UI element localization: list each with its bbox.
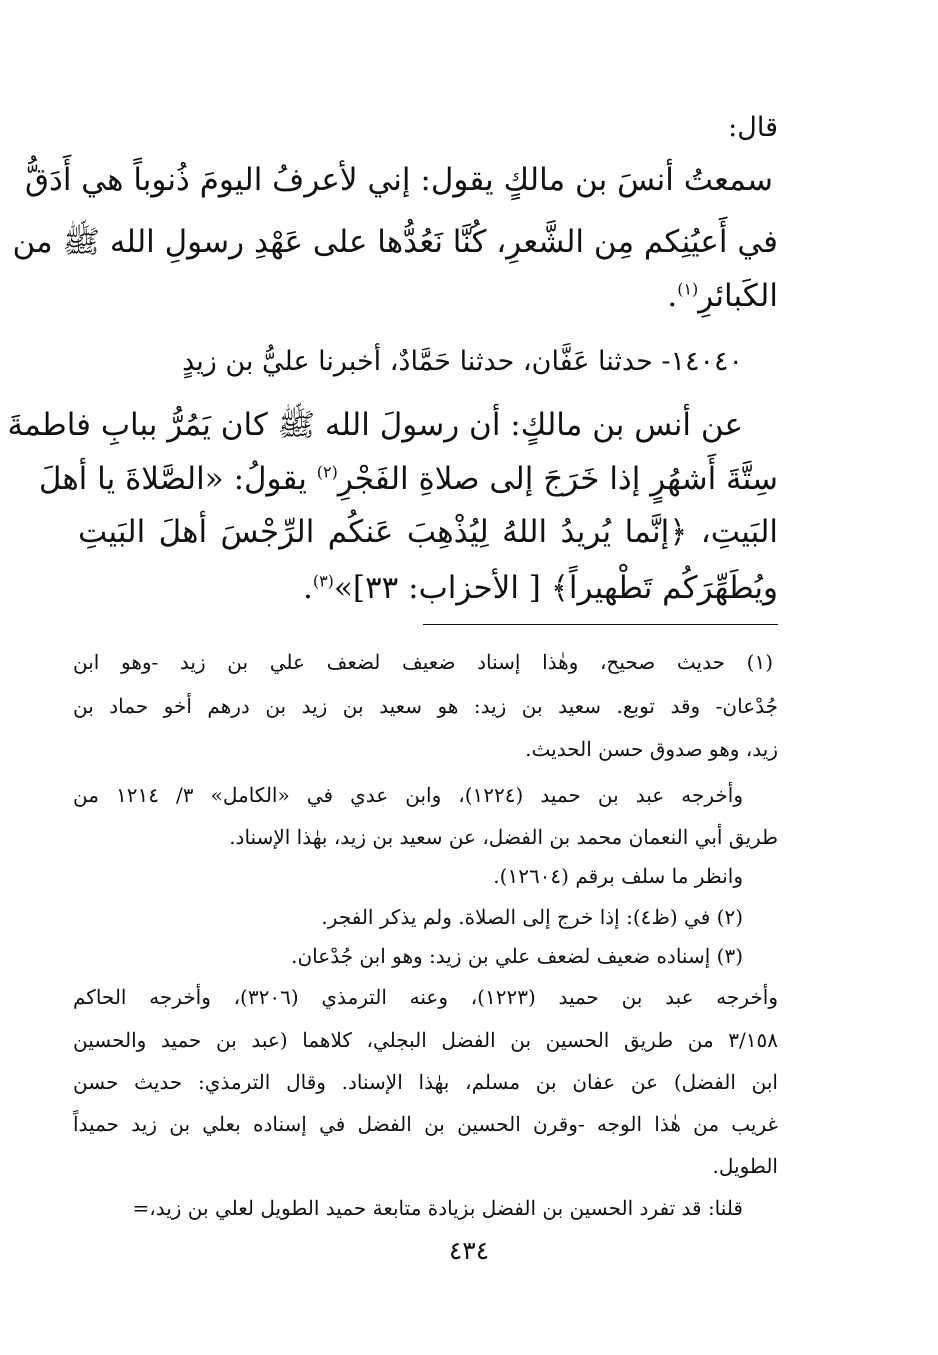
footnote-ref-1[interactable]: (١) [677, 279, 699, 299]
para1-line-2-text: في أَعيُنِكم مِن الشَّعرِ، كُنَّا نَعُدُّها على عَهْدِ رسولِ الله ﷺ من [12, 224, 778, 260]
footnote-line-text: (٢) في (ظ٤): إذا خرج إلى الصلاة. ولم يذكر الفجر. [321, 905, 743, 929]
para2-line-4-text: ويُطَهِّرَكُم تَطْهيراً﴾ [ الأحزاب: ٣٣]» [333, 570, 778, 606]
footnote-line-text: غريب من هٰذا الوجه -وقرن الحسين بن الفضل في إسناده بعلي بن زيد حميداً [73, 1112, 778, 1136]
footnote-separator [423, 624, 778, 625]
para2-line-4 [218, 568, 778, 608]
para1-line-1 [24, 160, 773, 200]
footnote-line-text: ٣/١٥٨ من طريق الحسين بن الفضل البجلي، كلاهما (عبد بن حميد والحسين [73, 1028, 778, 1052]
para2-line-4-end: . [302, 570, 313, 606]
hadith-heading-text: ١٤٠٤٠- حدثنا عَفَّان، حدثنا حَمَّادٌ، أخبرنا عليُّ بن زيدٍ [182, 346, 743, 377]
footnote-line-text: (١) حديث صحيح، وهٰذا إسناد ضعيف لضعف علي بن زيد -وهو ابن [73, 650, 773, 674]
para2-line-1 [7, 405, 743, 445]
footnote-line-text: (٣) إسناده ضعيف لضعف علي بن زيد: وهو ابن جُدْعان. [291, 944, 743, 968]
para2-line-1-text: عن أنس بن مالكٍ: أن رسولَ الله ﷺ كان يَمُرُّ ببابِ فاطمةَ [7, 407, 743, 443]
footnote-line [578, 1152, 778, 1180]
para2-line-3-text: البَيتِ، ﴿إنَّما يُريدُ اللهُ لِيُذْهِبَ عَنكُم الرِّجْسَ أهلَ البَيتِ [78, 514, 778, 550]
para1-line-3 [478, 276, 778, 316]
footnote-line [73, 781, 743, 809]
footnote-line [73, 1194, 743, 1222]
footnote-line-text: وأخرجه عبد بن حميد (١٢٢٤)، وابن عدي في «الكامل» ٣/ ١٢١٤ من [73, 783, 743, 807]
footnote-line [143, 942, 743, 970]
footnote-line [73, 983, 778, 1011]
footnote-ref-3[interactable]: (٣) [312, 571, 334, 591]
para1-line-3-text: الكَبائرِ [698, 278, 778, 314]
footnote-line [73, 1026, 778, 1054]
para1-line-2 [12, 222, 778, 262]
footnote-line-text: وانظر ما سلف برقم (١٢٦٠٤). [493, 864, 743, 888]
footnote-line-text: جُدْعان- وقد توبع. سعيد بن زيد: هو سعيد بن زيد بن درهم أخو حماد بن [73, 694, 778, 718]
footnote-line [343, 862, 743, 890]
para2-line-2-text: سِتَّةَ أَشهُرٍ إذا خَرَجَ إلى صلاةِ الفَجْرِ [337, 461, 778, 497]
footnote-line [73, 1110, 778, 1138]
footnote-line-text: ابن الفضل) عن عفان بن مسلم، بهٰذا الإسناد. وقال الترمذي: حديث حسن [73, 1070, 778, 1094]
para1-end-punct: . [667, 278, 678, 314]
footnote-line [143, 903, 743, 931]
hadith-heading [183, 342, 743, 382]
footnote-line-text: زيد، وهو صدوق حسن الحديث. [525, 737, 778, 761]
footnote-ref-2[interactable]: (٢) [316, 462, 338, 482]
para1-line-1-text: سمعتُ أنسَ بن مالكٍ يقول: إني لأعرفُ اليومَ ذُنوباً هي أَدَقُّ [24, 162, 773, 198]
footnote-line [73, 1068, 778, 1096]
page-number: ٤٣٤ [448, 1236, 490, 1265]
footnote-line [73, 648, 773, 676]
footnote-line-text: قلنا: قد تفرد الحسين بن الفضل بزيادة متابعة حميد الطويل لعلي بن زيد،= [132, 1196, 743, 1220]
footnote-line [73, 692, 778, 720]
para2-line-2 [38, 459, 778, 499]
para2-line-2-end: يقولُ: «الصَّلاةَ يا أهلَ [38, 461, 317, 497]
footnote-line [78, 823, 778, 851]
footnote-line [278, 735, 778, 763]
qala-label [578, 108, 778, 148]
footnote-line-text: الطويل. [712, 1154, 778, 1178]
footnote-line-text: طريق أبي النعمان محمد بن الفضل، عن سعيد بن زيد، بهٰذا الإسناد. [229, 825, 778, 849]
footnote-line-text: وأخرجه عبد بن حميد (١٢٢٣)، وعنه الترمذي (٣٢٠٦)، وأخرجه الحاكم [73, 985, 778, 1009]
qala-text: قال: [728, 112, 778, 143]
para2-line-3 [78, 512, 778, 552]
